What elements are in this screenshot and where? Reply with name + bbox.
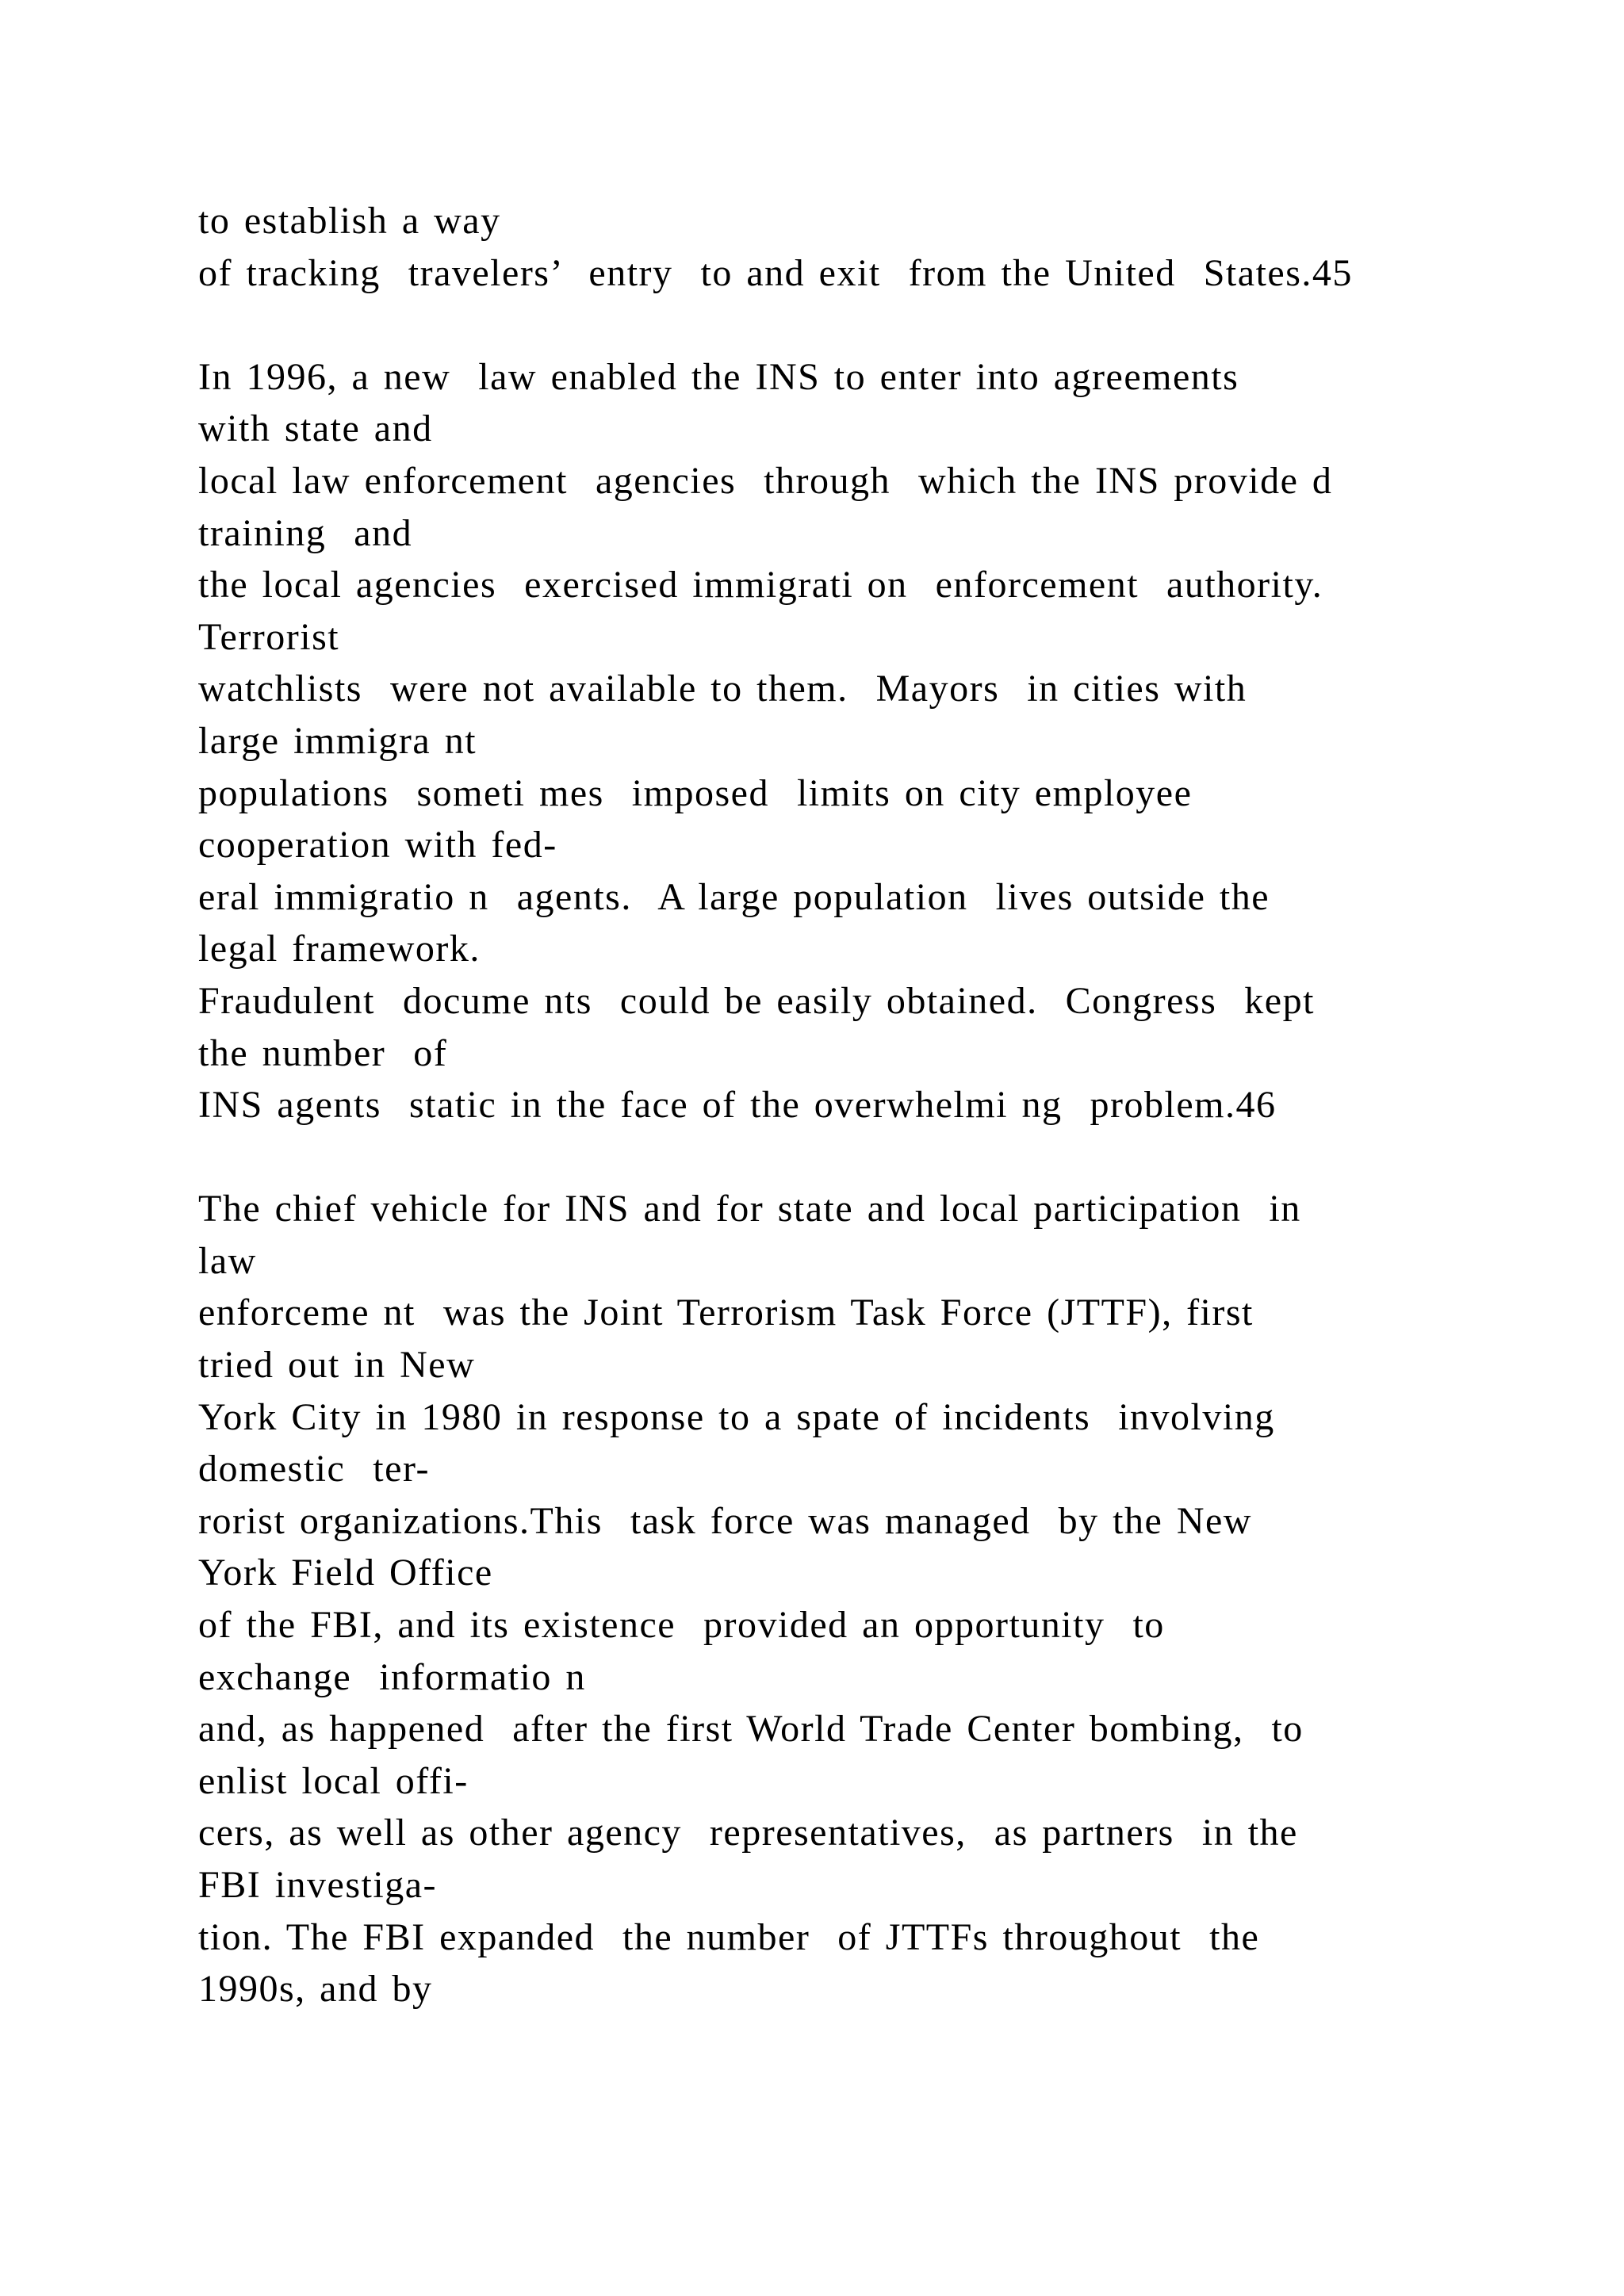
text-line: cers, as well as other agency representatives, as partners in the	[198, 1812, 1298, 1854]
paragraph-gap	[198, 299, 1546, 351]
text-line: with state and	[198, 408, 433, 450]
text-line: the local agencies exercised immigrati on enforcement authority.	[198, 564, 1323, 607]
text-line: domestic ter-	[198, 1448, 430, 1490]
text-line: rorist organizations.This task force was managed by the New	[198, 1499, 1252, 1542]
paragraph	[198, 1183, 1546, 2015]
text-line: large immigra nt	[198, 719, 477, 762]
text-line: enlist local offi-	[198, 1759, 469, 1802]
paragraph	[198, 351, 1546, 1131]
text-line: Fraudulent docume nts could be easily obtained. Congress kept	[198, 979, 1315, 1022]
text-line: of the FBI, and its existence provided an opportunity to	[198, 1604, 1165, 1647]
text-line: FBI investiga-	[198, 1864, 437, 1906]
text-line: The chief vehicle for INS and for state and local participation in	[198, 1188, 1301, 1230]
text-line: eral immigratio n agents. A large population lives outside the	[198, 875, 1270, 918]
text-line: watchlists were not available to them. Mayors in cities with	[198, 668, 1247, 710]
paragraph-gap	[198, 1131, 1546, 1184]
text-line: INS agents static in the face of the overwhelmi ng problem.46	[198, 1084, 1277, 1127]
text-line: In 1996, a new law enabled the INS to enter into agreements	[198, 355, 1239, 398]
text-line: Terrorist	[198, 615, 340, 658]
text-line: training and	[198, 511, 413, 554]
text-line: cooperation with fed-	[198, 824, 557, 867]
text-line: the number of	[198, 1031, 448, 1074]
body-text	[198, 195, 1546, 2015]
text-line: legal framework.	[198, 928, 481, 970]
text-line: York Field Office	[198, 1552, 493, 1594]
text-line: of tracking travelers’ entry to and exit from the United States.45	[198, 251, 1353, 294]
text-line: 1990s, and by	[198, 1968, 433, 2011]
text-line: York City in 1980 in response to a spate of incidents involving	[198, 1395, 1275, 1438]
text-line: enforceme nt was the Joint Terrorism Task Force (JTTF), first	[198, 1292, 1254, 1334]
text-line: to establish a way	[198, 200, 501, 242]
text-line: tion. The FBI expanded the number of JTTFs throughout the	[198, 1915, 1260, 1958]
text-line: law	[198, 1239, 257, 1282]
text-line: local law enforcement agencies through which the INS provide d	[198, 459, 1333, 502]
text-line: exchange informatio n	[198, 1655, 586, 1698]
text-line: and, as happened after the first World Trade Center bombing, to	[198, 1708, 1304, 1751]
text-line: tried out in New	[198, 1344, 476, 1387]
paragraph	[198, 195, 1546, 299]
text-line: populations someti mes imposed limits on city employee	[198, 771, 1193, 814]
